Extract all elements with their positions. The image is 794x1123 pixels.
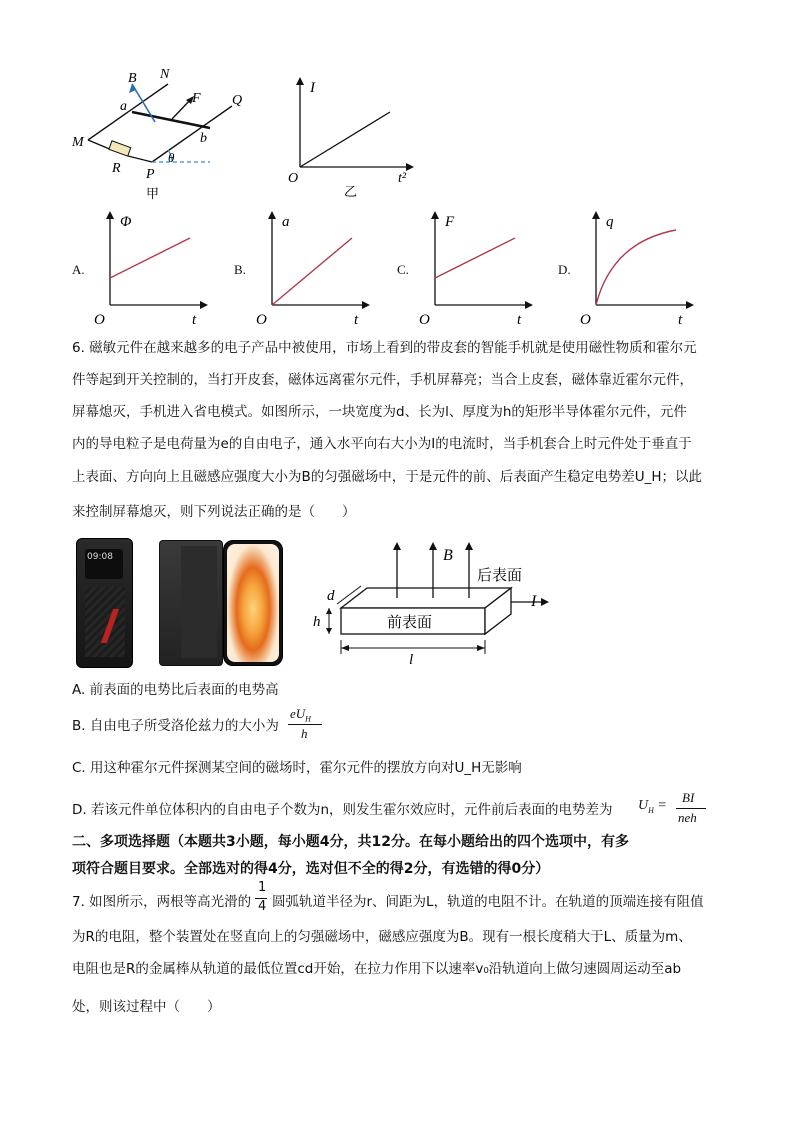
q6-option-d-fraction-bar	[676, 808, 706, 809]
graph-xlabel: t	[192, 312, 197, 328]
q6-option-a[interactable]: A. 前表面的电势比后表面的电势高	[72, 682, 279, 698]
block-label-front: 前表面	[387, 613, 433, 631]
option-graph-letter: A.	[72, 262, 85, 277]
jia-label-b: b	[200, 131, 207, 146]
graph-ylabel: a	[282, 214, 290, 230]
jia-label-theta: θ	[168, 150, 175, 165]
graph-curve	[596, 230, 676, 305]
option-graph-plot	[578, 208, 698, 328]
option-graph-plot	[254, 208, 374, 328]
block-label-l: l	[409, 652, 414, 666]
q6-option-d-num: BI	[682, 790, 695, 805]
q6-option-b-num	[290, 706, 311, 724]
yi-ylabel: I	[310, 80, 315, 96]
figure-yi	[282, 72, 422, 202]
phone-time: 09:08	[87, 552, 113, 562]
option-graph-letter: C.	[397, 262, 409, 277]
wallpaper	[227, 544, 279, 662]
option-graphs-row	[72, 208, 712, 328]
graph-origin: O	[94, 312, 105, 328]
q6-line6: 来控制屏幕熄灭，则下列说法正确的是（ ）	[72, 504, 356, 520]
yi-xlabel: t²	[398, 171, 407, 186]
graph-xlabel: t	[354, 312, 359, 328]
graph-origin: O	[419, 312, 430, 328]
jia-label-M: M	[72, 135, 84, 150]
figure-jia	[60, 62, 260, 207]
q6-option-b-den: h	[301, 726, 308, 741]
q6-line2: 件等起到开关控制的，当打开皮套，磁体远离霍尔元件，手机屏幕亮；当合上皮套，磁体靠近霍尔元件，	[72, 372, 693, 388]
jia-label-F: F	[192, 91, 201, 106]
x-axis-arrow	[686, 301, 694, 309]
jia-label-B: B	[128, 71, 137, 86]
phone-screen	[223, 540, 283, 666]
option-graph-letter: D.	[558, 262, 571, 277]
jia-label-P: P	[146, 167, 155, 182]
graph-line	[272, 238, 352, 305]
yi-origin: O	[288, 171, 299, 186]
graph-line	[110, 238, 190, 278]
x-axis-arrow	[525, 301, 533, 309]
section2-line2: 项符合题目要求。全部选对的得4分，选对但不全的得2分，有选错的得0分）	[72, 861, 550, 877]
q6-option-b-num-sub: H	[305, 714, 311, 724]
block-label-d: d	[327, 588, 335, 604]
q7-line1	[72, 882, 732, 918]
jia-label-R: R	[112, 161, 121, 176]
y-axis-arrow	[268, 211, 276, 219]
q6-line1: 6. 磁敏元件在越来越多的电子产品中被使用，市场上看到的带皮套的智能手机就是使用磁性物质和霍尔元	[72, 340, 697, 356]
q6-option-d-den: neh	[678, 810, 697, 825]
graph-ylabel: Φ	[120, 214, 132, 230]
option-graph-letter: B.	[234, 262, 246, 277]
graph-ylabel: F	[445, 214, 455, 230]
phone-texture	[85, 587, 125, 657]
q6-option-d-lhs: $U_H$ =	[638, 798, 667, 815]
block-label-h: h	[313, 614, 321, 630]
option-graph-plot	[417, 208, 537, 328]
graph-origin: O	[256, 312, 267, 328]
q6-option-d-lhs-text: U	[638, 798, 649, 813]
q7-frac-num: 1	[258, 880, 267, 895]
graph-xlabel: t	[517, 312, 522, 328]
q7-line1-b: 圆弧轨道半径为r、间距为L，轨道的电阻不计。在轨道的顶端连接有阻值	[272, 894, 704, 910]
q6-option-d[interactable]	[72, 790, 732, 830]
block-label-back: 后表面	[477, 566, 523, 584]
jia-caption: 甲	[146, 187, 160, 202]
section2-line1: 二、多项选择题（本题共3小题，每小题4分，共12分。在每小题给出的四个选项中，有多	[72, 834, 629, 850]
q7-line2: 为R的电阻，整个装置处在竖直向上的匀强磁场中，磁感应强度为B。现有一根长度稍大于L、质量为m、	[72, 929, 692, 945]
x-axis-arrow	[200, 301, 208, 309]
q6-option-d-prefix: D. 若该元件单位体积内的自由电子个数为n，则发生霍尔效应时，元件前后表面的电势差为	[72, 802, 613, 818]
y-axis-arrow	[106, 211, 114, 219]
q7-line1-a: 7. 如图所示，两根等高光滑的	[72, 894, 252, 910]
jia-label-a: a	[120, 99, 127, 114]
x-axis-arrow	[362, 301, 370, 309]
q7-frac-den: 4	[258, 899, 267, 914]
y-axis-arrow	[592, 211, 600, 219]
q6-option-b-fraction-bar	[288, 724, 322, 725]
phone-closed-image	[76, 538, 133, 668]
jia-label-N: N	[160, 67, 170, 82]
jia-label-Q: Q	[232, 93, 243, 108]
graph-origin: O	[580, 312, 591, 328]
q7-line3: 电阻也是R的金属棒从轨道的最低位置cd开始，在拉力作用下以速率v₀沿轨道向上做匀速圆周运动至ab	[72, 961, 682, 977]
yi-caption: 乙	[344, 185, 358, 200]
q7-line4: 处，则该过程中（ ）	[72, 999, 221, 1015]
graphs-host	[72, 208, 712, 328]
q6-line4: 内的导电粒子是电荷量为e的自由电子，通入水平向右大小为I的电流时，当手机套合上时元件处于垂直于	[72, 436, 692, 452]
graph-line	[435, 238, 515, 278]
hall-element-diagram	[305, 536, 555, 666]
y-axis-arrow	[431, 211, 439, 219]
block-label-I: I	[531, 593, 537, 610]
q6-option-b[interactable]	[72, 704, 722, 748]
block-label-B: B	[443, 547, 453, 564]
phone-open-image	[159, 540, 283, 666]
q6-line5: 上表面、方向向上且磁感应强度大小为B的匀强磁场中，于是元件的前、后表面产生稳定电势差U_H；以此	[72, 469, 703, 485]
graph-ylabel: q	[606, 214, 614, 230]
case-cover-texture	[181, 546, 217, 658]
q6-option-b-num-text: eU	[290, 706, 306, 721]
q6-option-c[interactable]: C. 用这种霍尔元件探测某空间的磁场时，霍尔元件的摆放方向对U_H无影响	[72, 760, 522, 776]
option-graph-plot	[92, 208, 212, 328]
q6-option-b-prefix: B. 自由电子所受洛伦兹力的大小为	[72, 718, 279, 734]
graph-xlabel: t	[678, 312, 683, 328]
q6-line3: 屏幕熄灭，手机进入省电模式。如图所示，一块宽度为d、长为l、厚度为h的矩形半导体霍尔元件，元件	[72, 404, 687, 420]
